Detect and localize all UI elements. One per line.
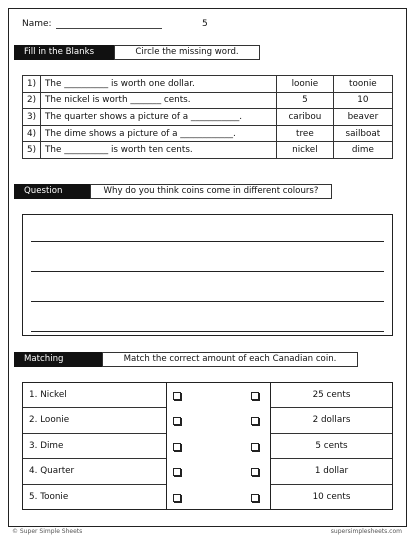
option-b[interactable]: sailboat bbox=[333, 125, 392, 142]
coin-name: 5. Toonie bbox=[29, 491, 69, 502]
sentence: The nickel is worth _______ cents. bbox=[41, 92, 277, 109]
option-a[interactable]: loonie bbox=[277, 76, 334, 93]
footer-copyright: © Super Simple Sheets bbox=[12, 528, 83, 535]
option-b[interactable]: beaver bbox=[333, 109, 392, 126]
option-b[interactable]: 10 bbox=[333, 92, 392, 109]
right-checkbox[interactable] bbox=[251, 443, 259, 451]
fill-blanks-label: Fill in the Blanks bbox=[14, 45, 114, 60]
option-a[interactable]: nickel bbox=[277, 142, 334, 159]
sentence: The __________ is worth ten cents. bbox=[41, 142, 277, 159]
row-number: 3) bbox=[23, 109, 41, 126]
coin-amount: 25 cents bbox=[271, 383, 392, 408]
table-row bbox=[23, 125, 393, 142]
row-number: 4) bbox=[23, 125, 41, 142]
question-label: Question bbox=[14, 184, 90, 199]
row-number: 1) bbox=[23, 76, 41, 93]
sentence: The dime shows a picture of a ____________. bbox=[41, 125, 277, 142]
right-checkbox[interactable] bbox=[251, 392, 259, 400]
left-checkbox[interactable] bbox=[173, 468, 181, 476]
answer-line[interactable] bbox=[31, 331, 384, 332]
option-a[interactable]: caribou bbox=[277, 109, 334, 126]
right-checkbox[interactable] bbox=[251, 417, 259, 425]
coin-amount: 5 cents bbox=[271, 434, 392, 459]
right-checkbox[interactable] bbox=[251, 468, 259, 476]
option-a[interactable]: tree bbox=[277, 125, 334, 142]
name-line[interactable] bbox=[56, 19, 162, 29]
page-number: 5 bbox=[202, 19, 208, 29]
option-b[interactable]: toonie bbox=[333, 76, 392, 93]
left-checkbox[interactable] bbox=[173, 417, 181, 425]
coin-column bbox=[23, 383, 167, 509]
footer-website: supersimplesheets.com bbox=[330, 528, 402, 535]
answer-box[interactable] bbox=[22, 214, 393, 336]
question-instruction: Why do you think coins come in different colours? bbox=[90, 184, 332, 199]
answer-line[interactable] bbox=[31, 301, 384, 302]
amount-column bbox=[270, 383, 392, 509]
right-checkbox[interactable] bbox=[251, 494, 259, 502]
fill-blanks-instruction: Circle the missing word. bbox=[114, 45, 260, 60]
coin-name: 1. Nickel bbox=[23, 383, 166, 408]
table-row bbox=[23, 109, 393, 126]
row-number: 5) bbox=[23, 142, 41, 159]
option-a[interactable]: 5 bbox=[277, 92, 334, 109]
sentence: The __________ is worth one dollar. bbox=[41, 76, 277, 93]
coin-name: 2. Loonie bbox=[23, 408, 166, 433]
name-field[interactable] bbox=[22, 19, 162, 29]
option-b[interactable]: dime bbox=[333, 142, 392, 159]
coin-name: 4. Quarter bbox=[23, 459, 166, 484]
left-checkbox[interactable] bbox=[173, 392, 181, 400]
coin-amount: 10 cents bbox=[312, 491, 351, 502]
name-label: Name: bbox=[22, 19, 52, 29]
coin-name: 3. Dime bbox=[23, 434, 166, 459]
matching-label: Matching bbox=[14, 352, 102, 367]
left-checkbox[interactable] bbox=[173, 494, 181, 502]
coin-amount: 1 dollar bbox=[271, 459, 392, 484]
matching-table bbox=[22, 382, 393, 510]
table-row bbox=[23, 142, 393, 159]
table-row bbox=[23, 76, 393, 93]
left-checkbox[interactable] bbox=[173, 443, 181, 451]
answer-line[interactable] bbox=[31, 241, 384, 242]
matching-instruction: Match the correct amount of each Canadian coin. bbox=[102, 352, 358, 367]
fill-blanks-table bbox=[22, 75, 393, 159]
row-number: 2) bbox=[23, 92, 41, 109]
table-row bbox=[23, 92, 393, 109]
sentence: The quarter shows a picture of a ___________. bbox=[41, 109, 277, 126]
answer-line[interactable] bbox=[31, 271, 384, 272]
coin-amount: 2 dollars bbox=[271, 408, 392, 433]
